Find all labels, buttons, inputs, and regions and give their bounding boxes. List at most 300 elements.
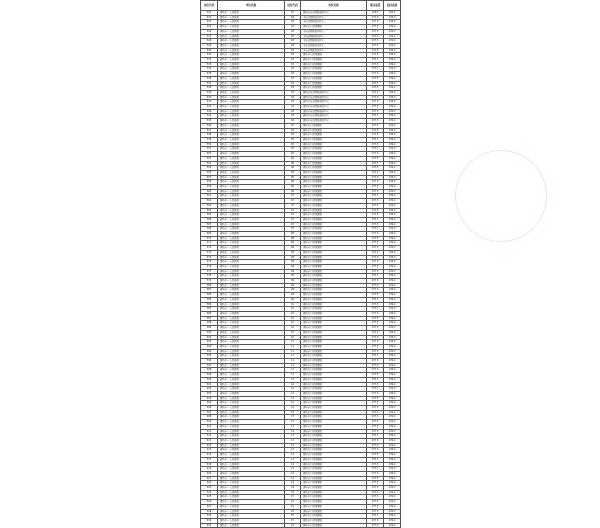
table-cell: 137.5 [367, 457, 384, 462]
table-cell: 潍坊市一人民医院 [218, 11, 285, 16]
table-cell: 139.0 [384, 283, 401, 288]
table-cell: 潍坊市一人民医院 [218, 62, 285, 67]
table-cell: 139.0 [384, 137, 401, 142]
table-cell: 139.0 [384, 100, 401, 105]
table-cell: 潍坊市妇幼保健院 [301, 260, 367, 265]
table-cell: 139.0 [384, 109, 401, 114]
table-cell: 373 [201, 250, 218, 255]
table-cell: 359 [201, 185, 218, 190]
table-cell: 323 [201, 15, 218, 20]
table-cell: 潍坊市妇幼保健院 [301, 387, 367, 392]
table-cell: 14 [285, 486, 301, 491]
table-cell: 137.5 [367, 90, 384, 95]
table-cell: 137.5 [367, 29, 384, 34]
table-cell: 潍坊市一人民医院 [218, 156, 285, 161]
table-cell: 潍坊市一人民医院 [218, 490, 285, 495]
table-cell: 139.0 [384, 471, 401, 476]
table-cell: 潍坊市一人民医院 [218, 58, 285, 63]
table-cell: 137.5 [367, 387, 384, 392]
table-cell: 市疾病预防控制中心 [301, 48, 367, 53]
table-cell: 潍坊市一人民医院 [218, 264, 285, 269]
table-cell: 11 [285, 359, 301, 364]
table-cell: 潍坊市妇幼保健院 [301, 250, 367, 255]
table-cell: 05 [285, 128, 301, 133]
table-cell: 潍坊市妇幼保健院 [301, 25, 367, 30]
table-cell: 潍坊市妇幼保健院 [301, 509, 367, 514]
table-cell: 潍坊市一人民医院 [218, 396, 285, 401]
table-cell: 413 [201, 438, 218, 443]
table-cell: 潍坊市一人民医院 [218, 114, 285, 119]
table-cell: 139.0 [384, 476, 401, 481]
table-cell: 潍坊市一人民医院 [218, 269, 285, 274]
table-cell: 潍坊市妇幼保健院 [301, 518, 367, 523]
table-cell: 潍坊市一人民医院 [218, 142, 285, 147]
table-cell: 潍坊市妇幼保健院 [301, 462, 367, 467]
table-cell: 139.0 [384, 180, 401, 185]
table-cell: 137.5 [367, 509, 384, 514]
table-cell: 13 [285, 429, 301, 434]
table-cell: 137.5 [367, 349, 384, 354]
table-cell: 潍坊市一人民医院 [218, 467, 285, 472]
table-cell: 426 [201, 500, 218, 505]
table-cell: 427 [201, 504, 218, 509]
table-cell: 潍坊市妇幼保健院 [301, 128, 367, 133]
table-cell: 388 [201, 321, 218, 326]
table-cell: 市疾病预防控制中心 [301, 20, 367, 25]
table-cell: 潍坊市妇幼保健院 [301, 415, 367, 420]
table-cell: 08 [285, 255, 301, 260]
table-cell: 137.5 [367, 481, 384, 486]
table-cell: 139.0 [384, 509, 401, 514]
table-cell: 11 [285, 363, 301, 368]
table-cell: 05 [285, 123, 301, 128]
table-cell: 137.5 [367, 128, 384, 133]
table-cell: 139.0 [384, 279, 401, 284]
table-cell: 市疾病预防控制中心 [301, 15, 367, 20]
table-cell: 358 [201, 180, 218, 185]
table-cell: 潍坊市妇幼保健院 [301, 175, 367, 180]
table-cell: 336 [201, 76, 218, 81]
table-cell: 393 [201, 344, 218, 349]
table-cell: 139.0 [384, 504, 401, 509]
table-cell: 139.0 [384, 147, 401, 152]
table-cell: 139.0 [384, 396, 401, 401]
table-cell: 400 [201, 377, 218, 382]
table-cell: 139.0 [384, 486, 401, 491]
table-cell: 137.5 [367, 39, 384, 44]
table-cell: 350 [201, 142, 218, 147]
table-cell: 潍坊市妇幼保健院 [301, 279, 367, 284]
table-cell: 05 [285, 137, 301, 142]
table-cell: 139.0 [384, 387, 401, 392]
table-cell: 潍坊市妇幼保健院 [301, 406, 367, 411]
table-cell: 137.5 [367, 152, 384, 157]
table-cell: 379 [201, 279, 218, 284]
table-cell: 潍坊市妇幼保健院 [301, 133, 367, 138]
table-cell: 潍坊市一人民医院 [218, 152, 285, 157]
table-cell: 潍坊市一人民医院 [218, 340, 285, 345]
table-cell: 潍坊市妇幼保健院 [301, 58, 367, 63]
table-cell: 401 [201, 382, 218, 387]
table-cell: 潍坊市一人民医院 [218, 81, 285, 86]
table-cell: 137.5 [367, 283, 384, 288]
table-cell: 137.5 [367, 316, 384, 321]
table-cell: 潍坊市妇幼保健院 [301, 448, 367, 453]
table-cell: 345 [201, 119, 218, 124]
table-cell: 139.0 [384, 222, 401, 227]
table-cell: 137.5 [367, 307, 384, 312]
table-cell: 139.0 [384, 500, 401, 505]
table-cell: 137.5 [367, 467, 384, 472]
table-cell: 137.5 [367, 25, 384, 30]
table-cell: 潍坊市妇幼保健院 [301, 363, 367, 368]
table-cell: 潍坊市一人民医院 [218, 316, 285, 321]
table-cell: 386 [201, 312, 218, 317]
table-cell: 06 [285, 170, 301, 175]
table-cell: 137.5 [367, 236, 384, 241]
table-cell: 327 [201, 34, 218, 39]
table-cell: 399 [201, 373, 218, 378]
table-cell: 139.0 [384, 166, 401, 171]
table-cell: 370 [201, 236, 218, 241]
table-cell: 137.5 [367, 43, 384, 48]
table-cell: 潍坊市妇幼保健院 [301, 142, 367, 147]
table-cell: 398 [201, 368, 218, 373]
table-cell: 潍坊市一人民医院 [218, 222, 285, 227]
table-cell: 128.3 [367, 11, 384, 16]
table-cell: 潍坊市妇幼保健院 [301, 316, 367, 321]
table-cell: 322 [201, 11, 218, 16]
table-cell: 381 [201, 288, 218, 293]
table-cell: 139.0 [384, 312, 401, 317]
table-cell: 139.0 [384, 349, 401, 354]
table-cell: 139.0 [384, 363, 401, 368]
table-cell: 408 [201, 415, 218, 420]
table-cell: 139.0 [384, 321, 401, 326]
table-cell: 潍坊市妇幼保健院 [301, 185, 367, 190]
table-cell: 潍坊市妇幼保健院 [301, 373, 367, 378]
table-cell: 潍坊市一人民医院 [218, 95, 285, 100]
table-cell: 406 [201, 406, 218, 411]
table-cell: 潍坊市妇幼保健院 [301, 467, 367, 472]
table-cell: 潍坊市一人民医院 [218, 246, 285, 251]
table-cell: 324 [201, 20, 218, 25]
table-cell: 02 [285, 29, 301, 34]
table-cell: 04 [285, 114, 301, 119]
table-cell: 347 [201, 128, 218, 133]
table-cell: 420 [201, 471, 218, 476]
table-cell: 137.5 [367, 166, 384, 171]
table-cell: 12 [285, 401, 301, 406]
table-cell: 137.5 [367, 34, 384, 39]
table-cell: 403 [201, 391, 218, 396]
table-cell: 潍坊市一人民医院 [218, 377, 285, 382]
table-cell: 375 [201, 260, 218, 265]
table-cell: 139.0 [384, 20, 401, 25]
table-cell: 139.0 [384, 241, 401, 246]
table-cell: 03 [285, 48, 301, 53]
table-cell: 潍坊市一人民医院 [218, 109, 285, 114]
table-cell: 潍坊市一人民医院 [218, 312, 285, 317]
table-cell: 潍坊市妇幼保健院 [301, 424, 367, 429]
table-cell: 14 [285, 467, 301, 472]
table-cell: 潍坊市一人民医院 [218, 297, 285, 302]
table-cell: 潍坊市妇幼保健院 [301, 67, 367, 72]
table-cell: 382 [201, 293, 218, 298]
table-cell: 385 [201, 307, 218, 312]
table-cell: 潍坊市一人民医院 [218, 241, 285, 246]
table-cell: 395 [201, 354, 218, 359]
table-cell: 12 [285, 410, 301, 415]
table-cell: 425 [201, 495, 218, 500]
table-cell: 139.0 [384, 15, 401, 20]
table-cell: 14 [285, 481, 301, 486]
table-cell: 139.0 [384, 406, 401, 411]
table-cell: 137.5 [367, 420, 384, 425]
table-cell: 139.0 [384, 128, 401, 133]
table-cell: 潍坊市妇幼保健院 [301, 76, 367, 81]
table-cell: 137.5 [367, 495, 384, 500]
table-cell: 潍坊市妇幼保健院 [301, 241, 367, 246]
table-cell: 363 [201, 203, 218, 208]
table-cell: 12 [285, 406, 301, 411]
table-cell: 13 [285, 415, 301, 420]
table-cell: 137.5 [367, 20, 384, 25]
table-cell: 137.5 [367, 147, 384, 152]
table-cell: 407 [201, 410, 218, 415]
table-cell: 03 [285, 72, 301, 77]
table-cell: 137.5 [367, 156, 384, 161]
table-cell: 139.0 [384, 307, 401, 312]
table-cell: 139.0 [384, 382, 401, 387]
table-cell: 139.0 [384, 288, 401, 293]
table-cell: 137.5 [367, 250, 384, 255]
table-cell: 137.5 [367, 222, 384, 227]
table-cell: 412 [201, 434, 218, 439]
table-cell: 137.5 [367, 241, 384, 246]
table-cell: 137.5 [367, 514, 384, 519]
table-cell: 潍坊市妇幼保健院 [301, 152, 367, 157]
table-cell: 潍坊市妇幼保健院 [301, 62, 367, 67]
table-cell: 137.5 [367, 123, 384, 128]
table-cell: 139.0 [384, 495, 401, 500]
table-cell: 潍坊市妇幼保健院 [301, 81, 367, 86]
table-cell: 344 [201, 114, 218, 119]
table-cell: 潍坊市一人民医院 [218, 471, 285, 476]
table-cell: 03 [285, 86, 301, 91]
table-cell: 139.0 [384, 213, 401, 218]
table-cell: 422 [201, 481, 218, 486]
table-cell: 137.5 [367, 53, 384, 58]
table-cell: 137.5 [367, 199, 384, 204]
table-cell: 11 [285, 344, 301, 349]
table-cell: 潍坊市一人民医院 [218, 293, 285, 298]
table-cell: 潍坊市一人民医院 [218, 401, 285, 406]
table-cell: 潍坊市一人民医院 [218, 504, 285, 509]
table-cell: 378 [201, 274, 218, 279]
table-cell: 潍坊市一人民医院 [218, 105, 285, 110]
table-cell: 139.0 [384, 142, 401, 147]
table-cell: 潍坊市妇幼保健院 [301, 269, 367, 274]
table-cell: 139.0 [384, 443, 401, 448]
table-cell: 137.5 [367, 213, 384, 218]
table-cell: 09 [285, 288, 301, 293]
table-cell: 08 [285, 250, 301, 255]
table-cell: 137.5 [367, 504, 384, 509]
table-cell: 15 [285, 504, 301, 509]
table-cell: 潍坊市一人民医院 [218, 283, 285, 288]
table-cell: 139.0 [384, 161, 401, 166]
table-cell: 12 [285, 396, 301, 401]
table-cell: 07 [285, 194, 301, 199]
table-cell: 137.5 [367, 359, 384, 364]
table-cell: 14 [285, 462, 301, 467]
header-cell: 岗位代码 [285, 1, 301, 11]
table-cell: 潍坊市一人民医院 [218, 170, 285, 175]
table-cell: 13 [285, 448, 301, 453]
table-cell: 429 [201, 514, 218, 519]
table-cell: 139.0 [384, 208, 401, 213]
table-cell: 潍坊市疾病预防控制中心 [301, 100, 367, 105]
table-cell: 潍坊市一人民医院 [218, 274, 285, 279]
table-cell: 潍坊市妇幼保健院 [301, 166, 367, 171]
table-cell: 10 [285, 321, 301, 326]
table-cell: 潍坊市一人民医院 [218, 255, 285, 260]
table-cell: 139.0 [384, 391, 401, 396]
table-cell: 潍坊市一人民医院 [218, 500, 285, 505]
table-cell: 137.5 [367, 302, 384, 307]
table-cell: 431 [201, 523, 218, 528]
table-cell: 潍坊市妇幼保健院 [301, 222, 367, 227]
table-cell: 潍坊市一人民医院 [218, 363, 285, 368]
table-cell: 潍坊市妇幼保健院 [301, 123, 367, 128]
table-cell: 362 [201, 199, 218, 204]
table-cell: 354 [201, 161, 218, 166]
table-cell: 潍坊市一人民医院 [218, 406, 285, 411]
table-cell: 15 [285, 523, 301, 528]
table-cell: 137.5 [367, 95, 384, 100]
table-cell: 06 [285, 156, 301, 161]
table-cell: 411 [201, 429, 218, 434]
table-cell: 潍坊市妇幼保健院 [301, 194, 367, 199]
table-cell: 325 [201, 25, 218, 30]
table-cell: 139.0 [384, 420, 401, 425]
table-cell: 137.5 [367, 288, 384, 293]
table-cell: 潍坊市妇幼保健院 [301, 199, 367, 204]
table-cell: 139.0 [384, 53, 401, 58]
table-cell: 05 [285, 133, 301, 138]
table-cell: 137.5 [367, 185, 384, 190]
table-cell: 05 [285, 152, 301, 157]
table-cell: 潍坊市一人民医院 [218, 43, 285, 48]
table-cell: 137.5 [367, 391, 384, 396]
table-cell: 潍坊市妇幼保健院 [301, 180, 367, 185]
table-cell: 潍坊市妇幼保健院 [301, 53, 367, 58]
table-cell: 137.5 [367, 462, 384, 467]
table-cell: 12 [285, 377, 301, 382]
table-cell: 潍坊市疾病预防控制中心 [301, 119, 367, 124]
table-cell: 139.0 [384, 434, 401, 439]
table-cell: 139.0 [384, 39, 401, 44]
table-cell: 潍坊市妇幼保健院 [301, 391, 367, 396]
table-cell: 139.0 [384, 354, 401, 359]
table-cell: 08 [285, 241, 301, 246]
table-cell: 潍坊市一人民医院 [218, 307, 285, 312]
table-cell: 04 [285, 90, 301, 95]
table-cell: 03 [285, 62, 301, 67]
table-cell: 339 [201, 90, 218, 95]
table-cell: 348 [201, 133, 218, 138]
table-cell: 08 [285, 260, 301, 265]
table-cell: 潍坊市妇幼保健院 [301, 344, 367, 349]
table-cell: 01 [285, 11, 301, 16]
table-cell: 09 [285, 279, 301, 284]
table-cell: 潍坊市一人民医院 [218, 344, 285, 349]
table-cell: 潍坊市一人民医院 [218, 387, 285, 392]
table-cell: 潍坊市妇幼保健院 [301, 401, 367, 406]
table-cell: 371 [201, 241, 218, 246]
table-cell: 139.0 [384, 523, 401, 528]
table-cell: 337 [201, 81, 218, 86]
table-cell: 136.5 [384, 11, 401, 16]
table-cell: 潍坊市一人民医院 [218, 415, 285, 420]
table-cell: 137.5 [367, 443, 384, 448]
table-cell: 02 [285, 34, 301, 39]
table-cell: 潍坊市妇幼保健院 [301, 434, 367, 439]
table-cell: 03 [285, 76, 301, 81]
table-cell: 139.0 [384, 326, 401, 331]
table-cell: 137.5 [367, 453, 384, 458]
table-cell: 14 [285, 453, 301, 458]
table-cell: 137.5 [367, 354, 384, 359]
table-cell: 潍坊市妇幼保健院 [301, 382, 367, 387]
table-cell: 332 [201, 58, 218, 63]
table-cell: 潍坊市一人民医院 [218, 137, 285, 142]
table-cell: 潍坊市一人民医院 [218, 67, 285, 72]
table-cell: 137.5 [367, 274, 384, 279]
table-cell: 430 [201, 518, 218, 523]
table-cell: 387 [201, 316, 218, 321]
table-cell: 355 [201, 166, 218, 171]
table-cell: 03 [285, 43, 301, 48]
table-cell: 潍坊市疾病预防控制中心 [301, 90, 367, 95]
table-cell: 11 [285, 373, 301, 378]
table-body [201, 11, 401, 528]
table-cell: 137.5 [367, 330, 384, 335]
table-cell: 139.0 [384, 377, 401, 382]
table-cell: 03 [285, 58, 301, 63]
table-cell: 137.5 [367, 180, 384, 185]
table-cell: 潍坊市妇幼保健院 [301, 137, 367, 142]
table-cell: 139.0 [384, 457, 401, 462]
table-cell: 潍坊市妇幼保健院 [301, 340, 367, 345]
table-cell: 潍坊市妇幼保健院 [301, 147, 367, 152]
table-cell: 419 [201, 467, 218, 472]
table-cell: 139.0 [384, 448, 401, 453]
header-cell: 单位名称 [301, 1, 367, 11]
table-cell: 391 [201, 335, 218, 340]
table-cell: 潍坊市一人民医院 [218, 180, 285, 185]
header-row [201, 1, 401, 11]
table-cell: 139.0 [384, 119, 401, 124]
table-cell: 潍坊市一人民医院 [218, 76, 285, 81]
table-cell: 137.5 [367, 321, 384, 326]
table-cell: 潍坊市妇幼保健院 [301, 161, 367, 166]
table-cell: 潍坊市一人民医院 [218, 279, 285, 284]
table-cell: 356 [201, 170, 218, 175]
table-cell: 137.5 [367, 137, 384, 142]
table-cell: 137.5 [367, 297, 384, 302]
